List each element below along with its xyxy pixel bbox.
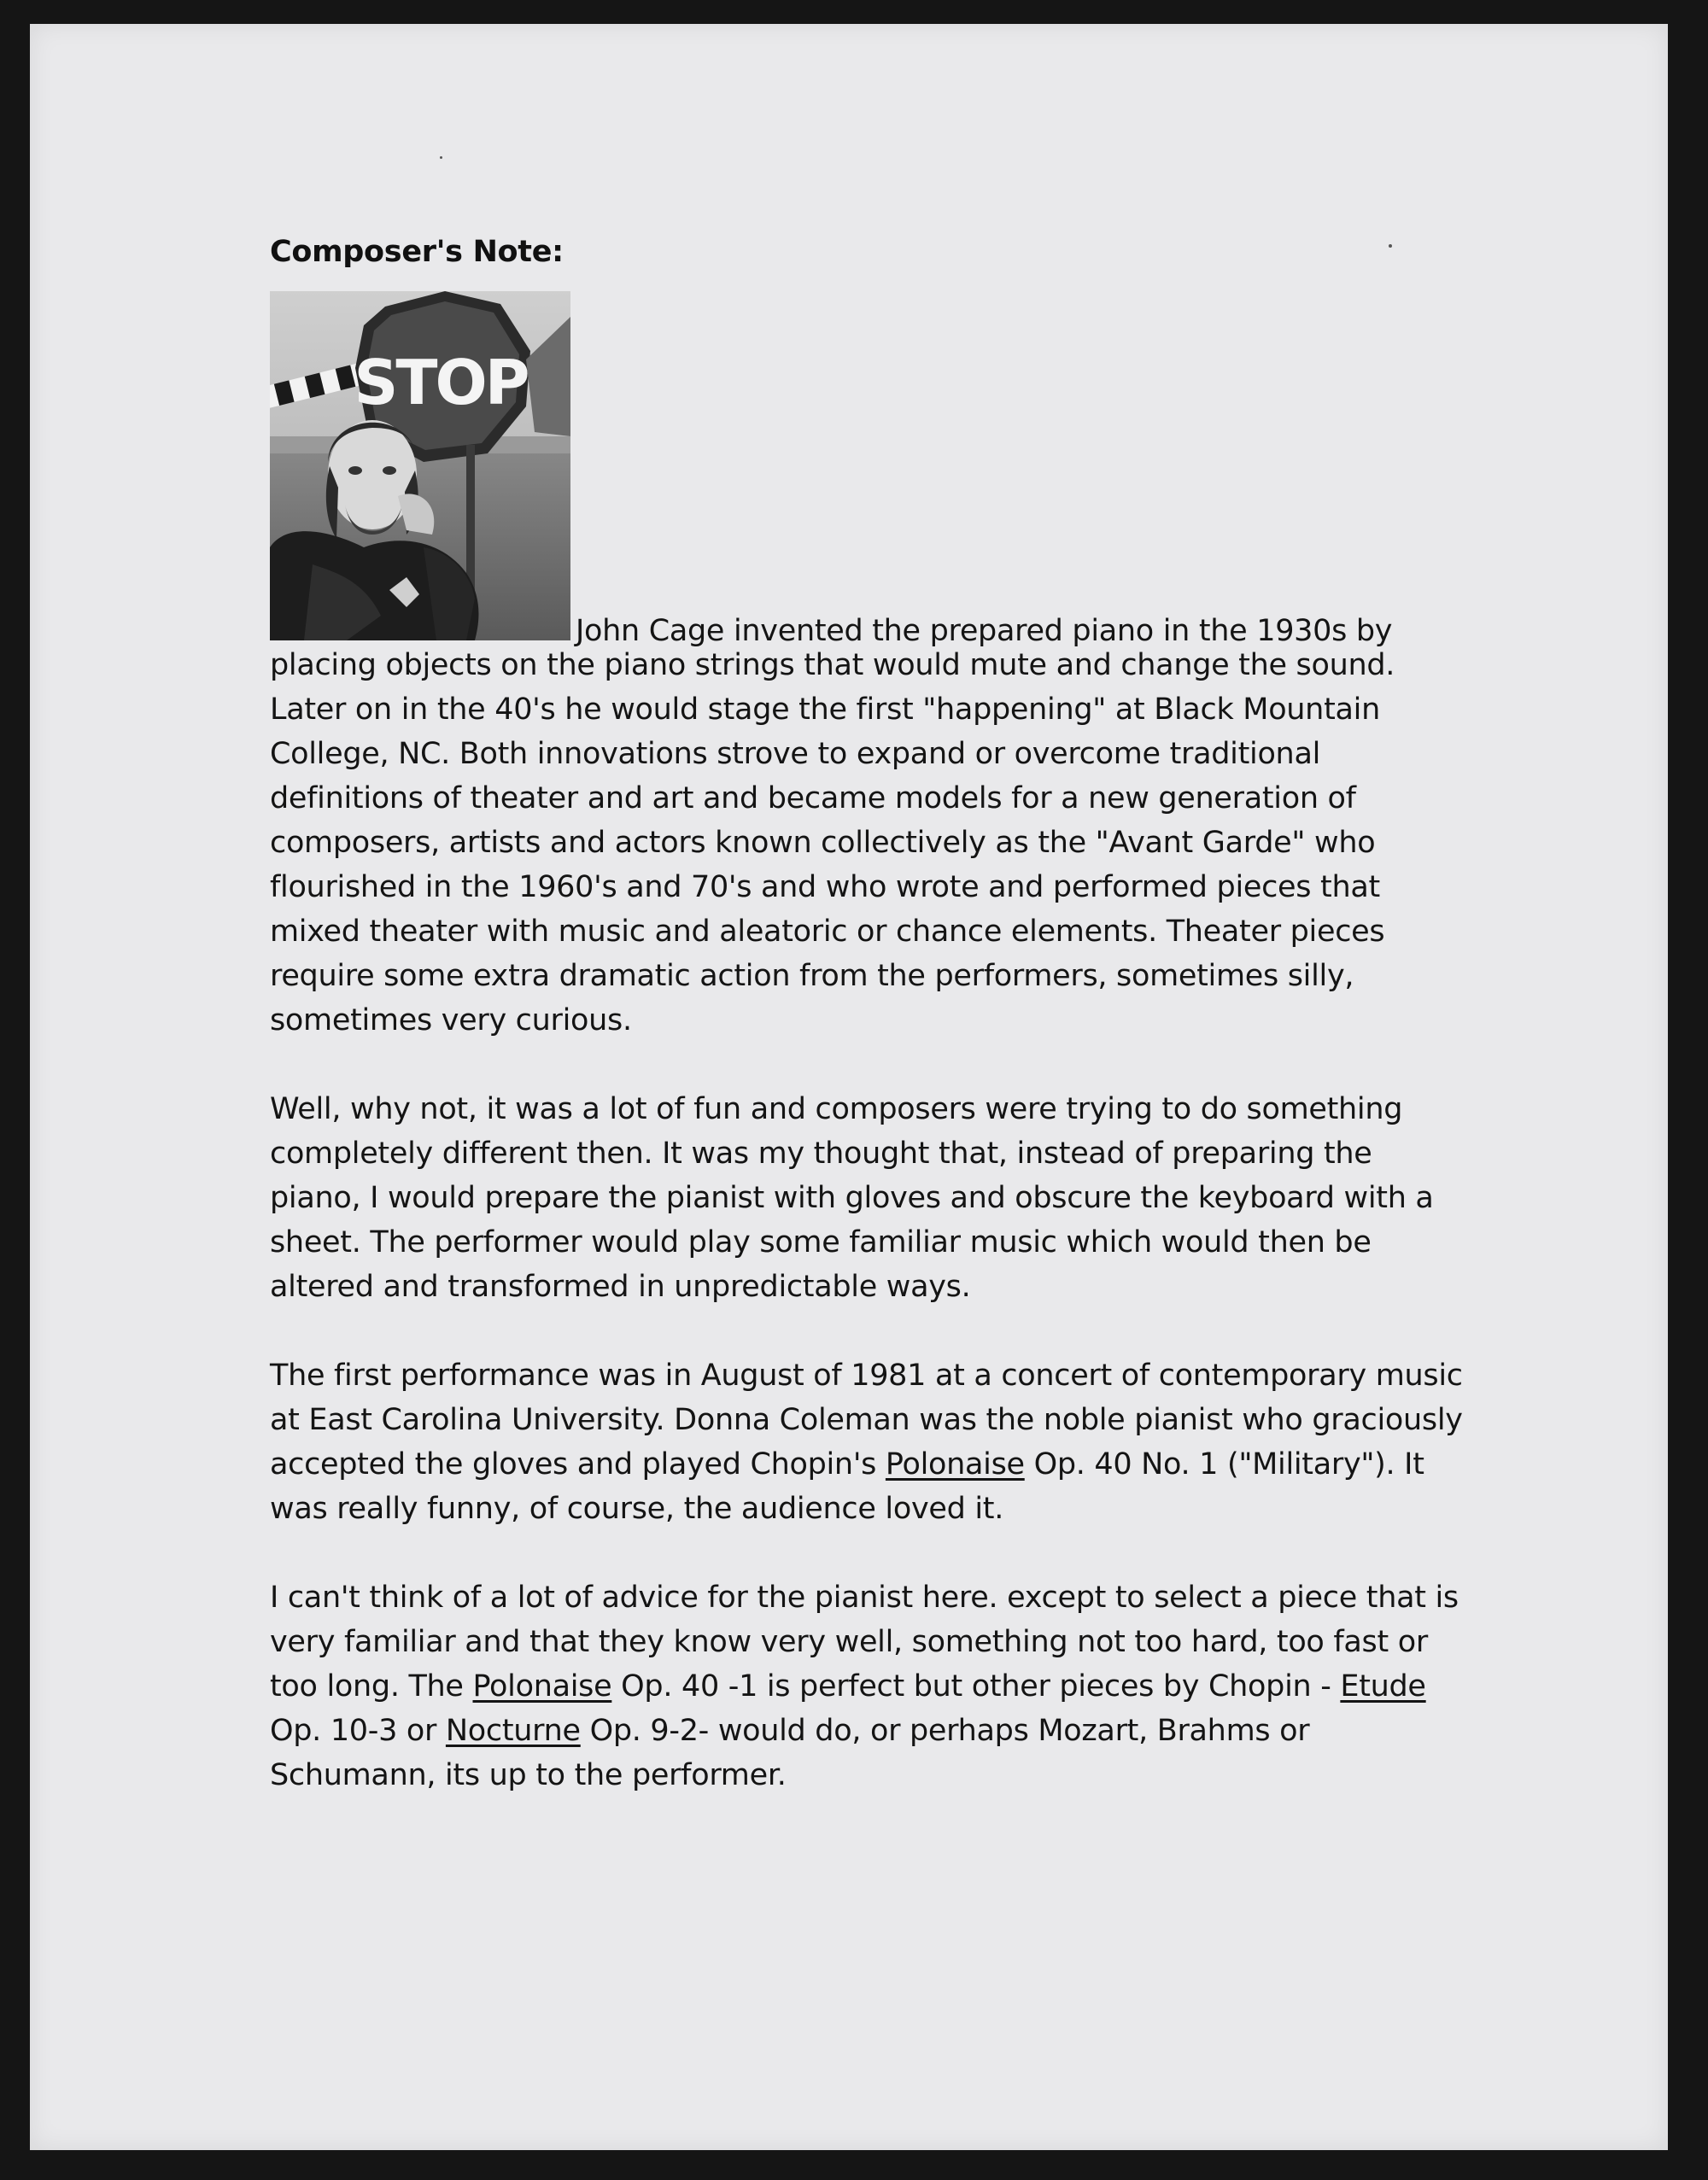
paragraph-4-text-2: Op. 40 -1 is perfect but other pieces by Chopin -	[611, 1669, 1341, 1704]
paragraph-1-first-line: John Cage invented the prepared piano in the 1930s by	[576, 614, 1393, 648]
paragraph-4-text-3: Op. 10-3 or	[270, 1714, 446, 1748]
speck	[440, 156, 442, 159]
paragraph-3-text: The first performance was in August of 1981 at a concert of contemporary music at East Carolina University. Donna Coleman was the noble pianist who graciously accepted the gloves and played Chopin's	[270, 1359, 1463, 1482]
paragraph-4	[270, 1575, 1465, 1797]
paragraph-4-text: I can't think of a lot of advice for the pianist here. except to select a piece that is very familiar and that they know very well, something not too hard, too fast or too long. The	[270, 1581, 1459, 1704]
nocturne-title: Nocturne	[445, 1714, 581, 1748]
polonaise-title: Polonaise	[885, 1447, 1025, 1482]
polonaise-title: Polonaise	[472, 1669, 612, 1704]
etude-title: Etude	[1340, 1669, 1426, 1704]
page-title: Composer's Note:	[270, 235, 564, 269]
paragraph-4-text-end: Op. 9-2- would do, or perhaps Mozart, Brahms or Schumann, its up to the performer.	[270, 1714, 1310, 1792]
note-content	[270, 230, 1465, 1842]
composer-photo	[270, 291, 570, 640]
paragraph-2: Well, why not, it was a lot of fun and composers were trying to do something completely different then. It was my thought that, instead of preparing the piano, I would prepare the pianist with gloves and obscure the keyboard with a sheet. The performer would play some familiar music which would then be altered and transformed in unpredictable ways.	[270, 1092, 1434, 1304]
stop-sign-text: STOP	[354, 347, 528, 418]
paragraph-1: placing objects on the piano strings that would mute and change the sound. Later on in the 40's he would stage the first "happening" at Black Mountain College, NC. Both innovations strove to expand or overcome traditional definitions of theater and art and became models for a new generation of composers, artists and actors known collectively as the "Avant Garde" who flourished in the 1960's and 70's and who wrote and performed pieces that mixed theater with music and aleatoric or chance elements. Theater pieces require some extra dramatic action from the performers, sometimes silly, sometimes very curious.	[270, 648, 1395, 1037]
paper-sheet	[30, 24, 1668, 2150]
photo-holder	[270, 291, 1393, 650]
paragraph-3	[270, 1353, 1465, 1531]
paragraph-3-text-end: Op. 40 No. 1 ("Military"). It was really funny, of course, the audience loved it.	[270, 1447, 1424, 1526]
first-paragraph	[270, 291, 1465, 1043]
